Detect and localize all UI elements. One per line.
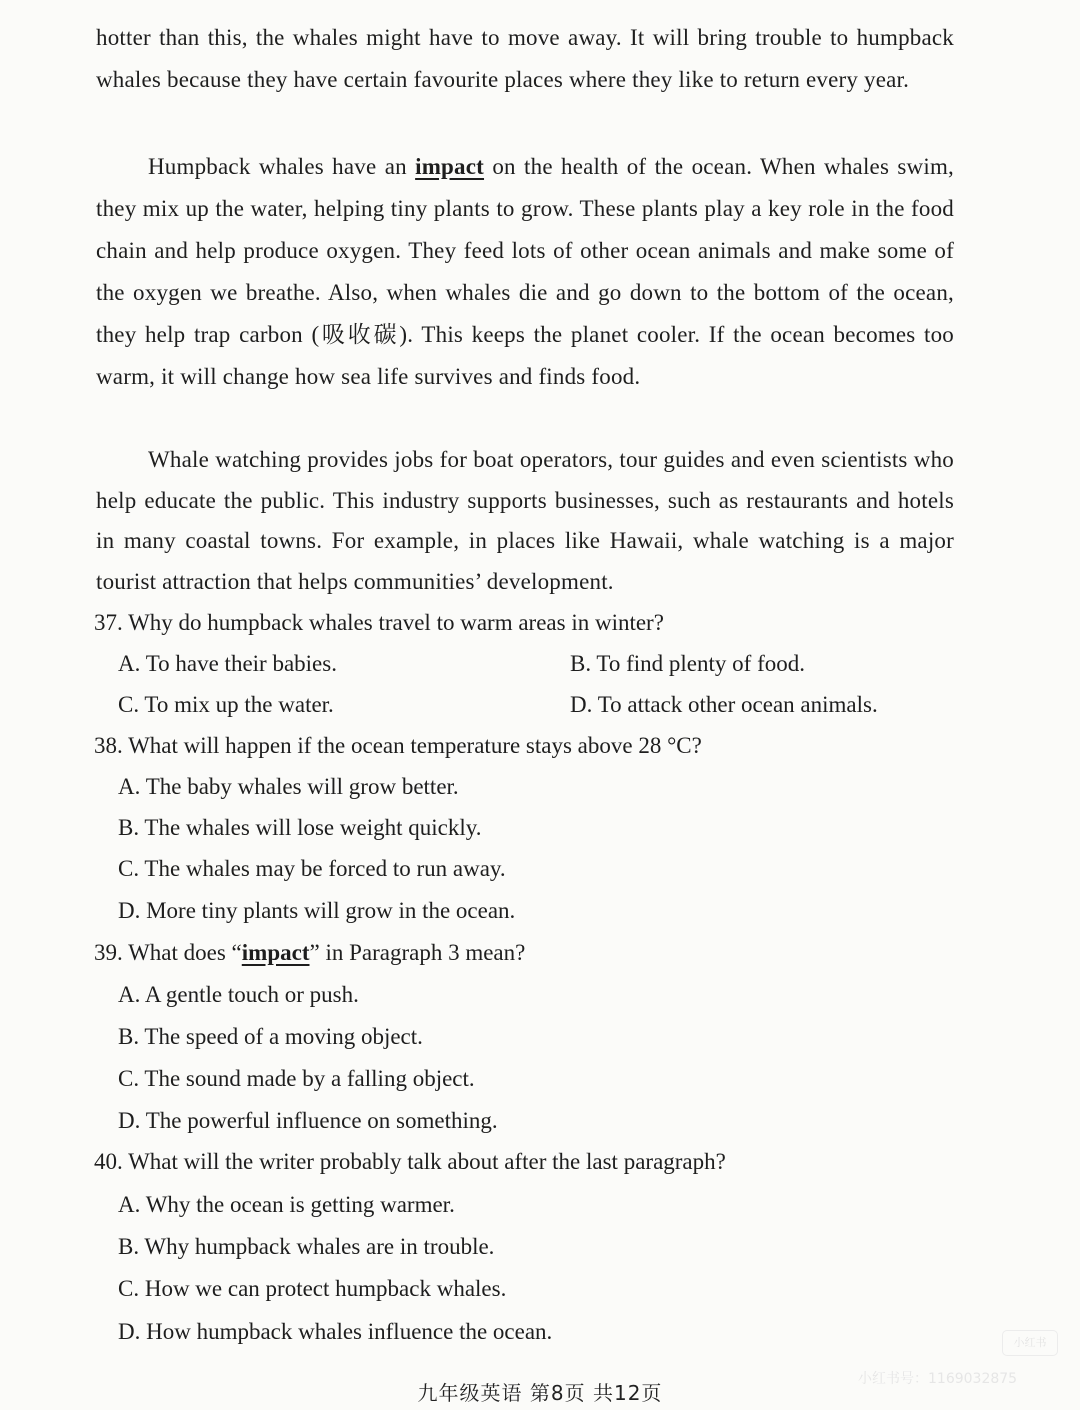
question-39-stem-before: 39. What does “ (94, 940, 242, 965)
question-37-stem: 37. Why do humpback whales travel to warm areas in winter? (94, 610, 664, 635)
question-40-option-c: C. How we can protect humpback whales. (118, 1276, 507, 1301)
question-40-option-b: B. Why humpback whales are in trouble. (118, 1234, 495, 1259)
question-37-option-c: C. To mix up the water. (118, 692, 334, 717)
question-40-stem: 40. What will the writer probably talk about after the last paragraph? (94, 1149, 726, 1174)
question-39-stem (94, 938, 525, 968)
question-38-stem: 38. What will happen if the ocean temperature stays above 28 °C? (94, 733, 702, 758)
passage-paragraph-3 (96, 146, 954, 398)
watermark-logo: 小红书 (1002, 1330, 1058, 1356)
question-39-keyword: impact (241, 940, 310, 965)
question-39-stem-after: ” in Paragraph 3 mean? (309, 940, 526, 965)
question-37-option-a: A. To have their babies. (118, 651, 337, 676)
passage-paragraph-4: Whale watching provides jobs for boat operators, tour guides and even scientists who help educate the public. This industry supports businesses, such as restaurants and hotels in many coastal towns. For example, in places like Hawaii, whale watching is a major tourist attraction that helps communities’ development. (96, 447, 954, 594)
page-footer: 九年级英语 第8页 共12页 (417, 1381, 663, 1405)
question-37-option-d: D. To attack other ocean animals. (570, 692, 878, 717)
question-39-option-d: D. The powerful influence on something. (118, 1108, 498, 1133)
question-40-option-d: D. How humpback whales influence the ocean. (118, 1319, 553, 1344)
paragraph-3-text-after: on the health of the ocean. When whales swim, they mix up the water, helping tiny plants to grow. These plants play a key role in the food chain and help produce oxygen. They feed lots of other ocean animals and make some of the oxygen we breathe. Also, when whales die and go down to the bottom of the ocean, they help trap carbon (吸收碳). This keeps the planet cooler. If the ocean becomes too warm, it will change how sea life survives and finds food. (96, 154, 954, 389)
question-39-option-a: A. A gentle touch or push. (118, 982, 359, 1007)
question-38-option-c: C. The whales may be forced to run away. (118, 856, 506, 881)
question-38-option-a: A. The baby whales will grow better. (118, 774, 459, 799)
watermark-text: 小红书号：1169032875 (858, 1371, 1018, 1387)
question-40-option-a: A. Why the ocean is getting warmer. (118, 1192, 455, 1217)
question-37-option-b: B. To find plenty of food. (570, 651, 805, 676)
question-38-option-b: B. The whales will lose weight quickly. (118, 815, 482, 840)
question-39-option-b: B. The speed of a moving object. (118, 1024, 423, 1049)
question-39-option-c: C. The sound made by a falling object. (118, 1066, 475, 1091)
passage-paragraph-2-end: hotter than this, the whales might have to move away. It will bring trouble to humpback whales because they have certain favourite places where they like to return every year. (96, 25, 954, 92)
paragraph-3-text-before: Humpback whales have an (148, 154, 416, 179)
question-38-option-d: D. More tiny plants will grow in the ocean. (118, 898, 516, 923)
impact-keyword: impact (415, 154, 485, 179)
